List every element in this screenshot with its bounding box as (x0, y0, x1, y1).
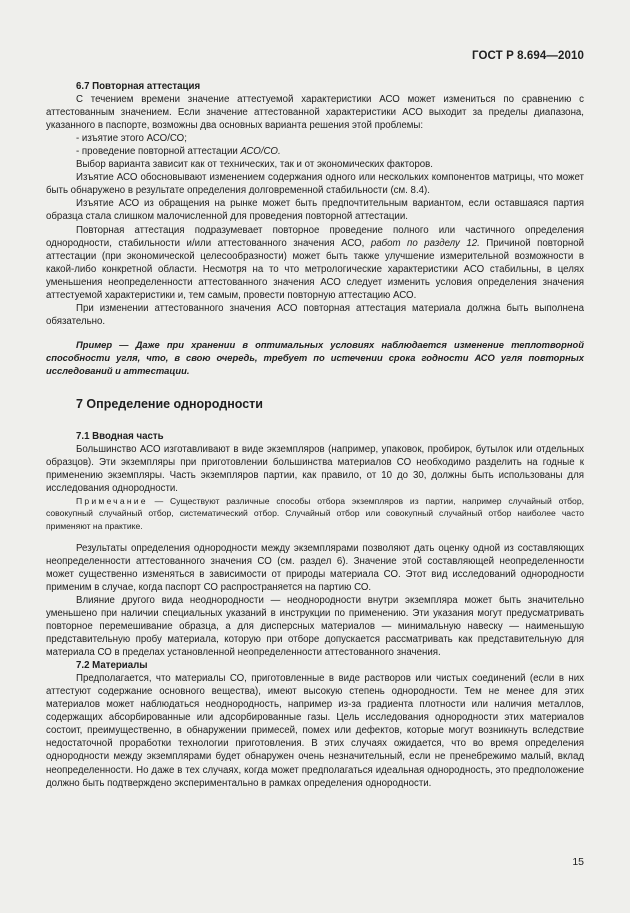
note-label: Примечание (76, 496, 148, 507)
section-title-7: 7 Определение однородности (76, 396, 263, 411)
note-block (46, 495, 584, 532)
subsection-heading-7-2: 7.2 Материалы (76, 660, 148, 672)
paragraph: Изъятие АСО из обращения на рынке может быть предпочтительным вариантом, если оставшаяся партия образца стала слишком малочисленной для проведения повторной аттестации. (46, 198, 584, 223)
subsection-heading-6-7: 6.7 Повторная аттестация (76, 81, 201, 92)
paragraph: Изъятие АСО обосновывают изменением содержания одного или нескольких компонентов матрицы, что может быть обнаружено в результате определения долговременной стабильности (см. 8.4). (46, 172, 584, 197)
paragraph: Предполагается, что материалы СО, приготовленные в виде растворов или чистых соединений (если в них аттестуют содержание основного вещества), имеют высокую степень однородности. Тем не менее для этих материалов может наблюдаться неоднородность, например из-за градиента плотности или наличия металлов, содержащих абсорбированные или адсорбированные газы. Цель исследования однородности этих материалов состоит, преимущественно, в обнаружении примесей, помех или дефектов, которые могут возникнуть вследствие недостаточной проработки технологии приготовления. В этих случаях ожидается, что во время определения однородности между экземплярами будет обнаружен очень незначительный, если не пренебрежимо малый, вклад неопределенности. Но даже в тех случаях, когда может предполагаться идеальная однородность, это предположение должно быть подтверждено экспериментально в рамках определения однородности. (46, 673, 584, 789)
list-item (46, 145, 584, 158)
paragraph-text: Причиной повторной аттестации (при экономической целесообразности) может быть также улучшение измерительной возможности в какой-либо конкретной области. Несмотря на то что метрологические характеристики АСО стабильны, в целях уменьшения неопределенности аттестованного значения АСО следует изменить условия определения значения аттестуемой характеристики и, тем самым, провести повторную аттестацию АСО. (46, 237, 584, 301)
paragraph: С течением времени значение аттестуемой характеристики АСО может измениться по сравнению с аттестованным значением. Если значение аттестованной характеристики АСО выходит за пределы диапазона, указанного в паспорте, возможны два основных варианта решения этой проблемы: (46, 94, 584, 132)
paragraph: При изменении аттестованного значения АСО повторная аттестация материала должна быть выполнена обязательно. (46, 302, 584, 327)
example-text: — Даже при хранении в оптимальных условиях наблюдается изменение теплотворной способности угля, что, в свою очередь, требует по истечении срока годности АСО угля повторных исследований и аттестации. (46, 338, 584, 376)
list-item-italic: АСО/СО. (240, 146, 281, 158)
paragraph (46, 224, 584, 302)
list-item: - изъятие этого АСО/СО; (76, 133, 187, 145)
example-block (46, 338, 584, 377)
paragraph: Влияние другого вида неоднородности — неоднородности внутри экземпляра может быть значительно уменьшено при наличии специальных указаний в инструкции по применению. Эти указания могут предусматривать повторное перемешивание образца, а для дисперсных материалов — минимальную навеску — наименьшую представительную пробу материала, которую при отборе допускается рассматривать как представительную для материала СО в пределах установленной неопределенности аттестованного значения. (46, 594, 584, 659)
note-text: — Существуют различные способы отбора экземпляров из партии, например случайный отбор, совокупный случайный отбор, систематический отбор. Случайный отбор или совокупный случайный отбор наиболее часто применяют на практике. (46, 496, 584, 531)
subsection-heading-7-1: 7.1 Вводная часть (76, 430, 164, 442)
paragraph-text: Повторная аттестация подразумевает повторное проведение полного или частичного определения однородности, стабильности и/или аттестованного значения АСО, (46, 224, 584, 249)
paragraph: Выбор варианта зависит как от технических, так и от экономических факторов. (76, 159, 433, 171)
example-label: Пример (76, 338, 113, 350)
paragraph: Большинство АСО изготавливают в виде экземпляров (например, упаковок, пробирок, бутылок или отдельных образцов). Эти экземпляры при приготовлении большинства материалов СО необходимо разделить на годные к применению экземпляры. Часть экземпляров партии, как правило, от 10 до 30, должны быть использованы для исследования однородности. (46, 443, 584, 495)
document-code: ГОСТ Р 8.694—2010 (472, 50, 584, 62)
paragraph-italic: работ по разделу 12. (370, 237, 480, 249)
list-item-text: - проведение повторной аттестации (76, 146, 241, 158)
paragraph: Результаты определения однородности между экземплярами позволяют дать оценку одной из составляющих неопределенности аттестованного значения СО (см. раздел 6). Значение этой составляющей неопределенности может существенно изменяться в зависимости от природы материала СО. Этот вид исследований однородности применим в случае, когда паспорт СО распространяется на партию СО. (46, 542, 584, 593)
page-number: 15 (572, 856, 584, 868)
page-content (46, 80, 584, 790)
